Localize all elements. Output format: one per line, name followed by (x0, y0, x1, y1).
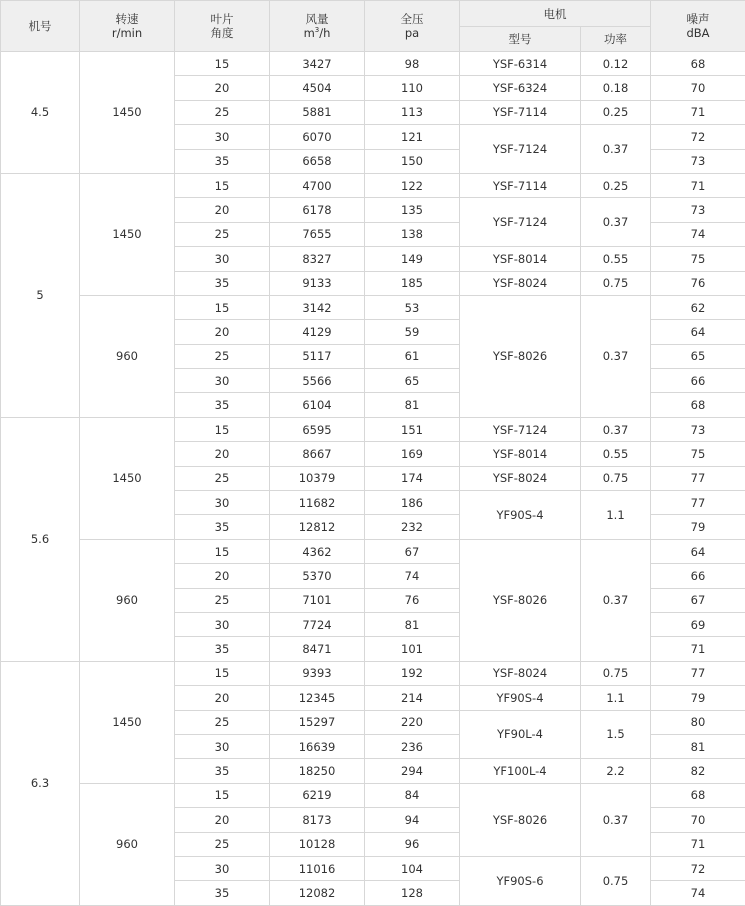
noise-cell: 80 (651, 710, 745, 734)
noise-cell: 77 (651, 491, 745, 515)
total-pressure-cell: 104 (365, 856, 460, 880)
speed-cell: 960 (80, 783, 175, 905)
blade-angle-cell: 20 (175, 808, 270, 832)
blade-angle-cell: 30 (175, 612, 270, 636)
total-pressure-cell: 150 (365, 149, 460, 173)
airflow-cell: 6219 (270, 783, 365, 807)
blade-angle-cell: 25 (175, 222, 270, 246)
airflow-cell: 8667 (270, 442, 365, 466)
motor-power-cell: 1.1 (581, 491, 651, 540)
motor-power-cell: 0.55 (581, 442, 651, 466)
total-pressure-cell: 74 (365, 564, 460, 588)
motor-type-cell: YSF-7124 (460, 198, 581, 247)
noise-cell: 72 (651, 125, 745, 149)
motor-power-cell: 0.12 (581, 52, 651, 76)
motor-type-cell: YSF-7124 (460, 417, 581, 441)
header-noise: 噪声 dBA (651, 1, 745, 52)
noise-cell: 76 (651, 271, 745, 295)
motor-power-cell: 0.37 (581, 295, 651, 417)
motor-type-cell: YSF-7124 (460, 125, 581, 174)
noise-cell: 67 (651, 588, 745, 612)
motor-power-cell: 0.18 (581, 76, 651, 100)
motor-power-cell: 1.5 (581, 710, 651, 759)
blade-angle-cell: 25 (175, 710, 270, 734)
total-pressure-cell: 192 (365, 661, 460, 685)
noise-cell: 82 (651, 759, 745, 783)
airflow-cell: 6178 (270, 198, 365, 222)
airflow-cell: 6070 (270, 125, 365, 149)
total-pressure-cell: 169 (365, 442, 460, 466)
noise-cell: 64 (651, 320, 745, 344)
noise-cell: 72 (651, 856, 745, 880)
motor-power-cell: 0.75 (581, 856, 651, 905)
motor-power-cell: 1.1 (581, 686, 651, 710)
noise-cell: 66 (651, 369, 745, 393)
table-row (1, 52, 745, 76)
total-pressure-cell: 84 (365, 783, 460, 807)
airflow-cell: 18250 (270, 759, 365, 783)
motor-power-cell: 2.2 (581, 759, 651, 783)
motor-type-cell: YF90S-4 (460, 686, 581, 710)
total-pressure-cell: 236 (365, 734, 460, 758)
noise-cell: 79 (651, 515, 745, 539)
header-blade-angle: 叶片 角度 (175, 1, 270, 52)
airflow-cell: 9133 (270, 271, 365, 295)
header-motor-type: 型号 (460, 27, 581, 52)
airflow-cell: 7724 (270, 612, 365, 636)
motor-power-cell: 0.37 (581, 198, 651, 247)
blade-angle-cell: 15 (175, 52, 270, 76)
total-pressure-cell: 61 (365, 344, 460, 368)
noise-cell: 74 (651, 881, 745, 905)
noise-cell: 68 (651, 783, 745, 807)
total-pressure-cell: 101 (365, 637, 460, 661)
airflow-cell: 4362 (270, 539, 365, 563)
blade-angle-cell: 25 (175, 588, 270, 612)
motor-type-cell: YSF-8014 (460, 247, 581, 271)
table-row (1, 173, 745, 197)
table-header (1, 1, 745, 52)
noise-cell: 74 (651, 222, 745, 246)
airflow-cell: 6104 (270, 393, 365, 417)
speed-cell: 1450 (80, 173, 175, 295)
motor-power-cell: 0.37 (581, 783, 651, 856)
total-pressure-cell: 98 (365, 52, 460, 76)
motor-type-cell: YSF-7114 (460, 173, 581, 197)
table-row (1, 783, 745, 807)
blade-angle-cell: 25 (175, 832, 270, 856)
table-row (1, 417, 745, 441)
airflow-cell: 12345 (270, 686, 365, 710)
noise-cell: 70 (651, 808, 745, 832)
noise-cell: 75 (651, 442, 745, 466)
blade-angle-cell: 15 (175, 417, 270, 441)
motor-type-cell: YF90S-4 (460, 491, 581, 540)
airflow-cell: 4129 (270, 320, 365, 344)
motor-power-cell: 0.37 (581, 417, 651, 441)
airflow-cell: 8327 (270, 247, 365, 271)
airflow-cell: 5117 (270, 344, 365, 368)
blade-angle-cell: 25 (175, 344, 270, 368)
blade-angle-cell: 20 (175, 198, 270, 222)
speed-cell: 1450 (80, 661, 175, 783)
blade-angle-cell: 20 (175, 686, 270, 710)
blade-angle-cell: 35 (175, 149, 270, 173)
noise-cell: 64 (651, 539, 745, 563)
total-pressure-cell: 96 (365, 832, 460, 856)
blade-angle-cell: 35 (175, 515, 270, 539)
airflow-cell: 10379 (270, 466, 365, 490)
airflow-cell: 12082 (270, 881, 365, 905)
speed-cell: 960 (80, 539, 175, 661)
header-model: 机号 (1, 1, 80, 52)
header-motor: 电机 (460, 1, 651, 27)
total-pressure-cell: 122 (365, 173, 460, 197)
noise-cell: 70 (651, 76, 745, 100)
motor-type-cell: YSF-8026 (460, 783, 581, 856)
airflow-cell: 3142 (270, 295, 365, 319)
motor-type-cell: YF100L-4 (460, 759, 581, 783)
noise-cell: 68 (651, 393, 745, 417)
total-pressure-cell: 138 (365, 222, 460, 246)
blade-angle-cell: 35 (175, 637, 270, 661)
total-pressure-cell: 53 (365, 295, 460, 319)
total-pressure-cell: 113 (365, 100, 460, 124)
total-pressure-cell: 174 (365, 466, 460, 490)
blade-angle-cell: 20 (175, 442, 270, 466)
total-pressure-cell: 214 (365, 686, 460, 710)
blade-angle-cell: 30 (175, 125, 270, 149)
motor-type-cell: YSF-8024 (460, 661, 581, 685)
header-pressure: 全压 pa (365, 1, 460, 52)
motor-power-cell: 0.75 (581, 661, 651, 685)
airflow-cell: 8173 (270, 808, 365, 832)
airflow-cell: 5566 (270, 369, 365, 393)
total-pressure-cell: 135 (365, 198, 460, 222)
blade-angle-cell: 35 (175, 271, 270, 295)
total-pressure-cell: 294 (365, 759, 460, 783)
airflow-cell: 16639 (270, 734, 365, 758)
airflow-cell: 15297 (270, 710, 365, 734)
airflow-cell: 10128 (270, 832, 365, 856)
motor-power-cell: 0.37 (581, 125, 651, 174)
noise-cell: 75 (651, 247, 745, 271)
blade-angle-cell: 30 (175, 734, 270, 758)
table-row (1, 539, 745, 563)
blade-angle-cell: 15 (175, 661, 270, 685)
blade-angle-cell: 35 (175, 759, 270, 783)
airflow-cell: 8471 (270, 637, 365, 661)
blade-angle-cell: 20 (175, 320, 270, 344)
model-number-cell: 5.6 (1, 417, 80, 661)
motor-type-cell: YSF-8024 (460, 271, 581, 295)
airflow-cell: 12812 (270, 515, 365, 539)
noise-cell: 79 (651, 686, 745, 710)
airflow-cell: 6658 (270, 149, 365, 173)
blade-angle-cell: 25 (175, 100, 270, 124)
header-airflow: 风量 $m^3/h$ (270, 1, 365, 52)
model-number-cell: 5 (1, 173, 80, 417)
total-pressure-cell: 110 (365, 76, 460, 100)
airflow-cell: 4700 (270, 173, 365, 197)
total-pressure-cell: 76 (365, 588, 460, 612)
blade-angle-cell: 30 (175, 491, 270, 515)
airflow-cell: 3427 (270, 52, 365, 76)
speed-cell: 1450 (80, 417, 175, 539)
table-row (1, 295, 745, 319)
blade-angle-cell: 25 (175, 466, 270, 490)
noise-cell: 69 (651, 612, 745, 636)
noise-cell: 68 (651, 52, 745, 76)
noise-cell: 71 (651, 173, 745, 197)
airflow-cell: 5370 (270, 564, 365, 588)
motor-type-cell: YSF-8024 (460, 466, 581, 490)
motor-power-cell: 0.37 (581, 539, 651, 661)
blade-angle-cell: 15 (175, 173, 270, 197)
motor-power-cell: 0.25 (581, 100, 651, 124)
model-number-cell: 6.3 (1, 661, 80, 905)
airflow-cell: 11016 (270, 856, 365, 880)
airflow-cell: 7101 (270, 588, 365, 612)
motor-type-cell: YF90S-6 (460, 856, 581, 905)
noise-cell: 81 (651, 734, 745, 758)
airflow-cell: 6595 (270, 417, 365, 441)
table-row (1, 661, 745, 685)
blade-angle-cell: 35 (175, 393, 270, 417)
model-number-cell: 4.5 (1, 52, 80, 174)
noise-cell: 65 (651, 344, 745, 368)
total-pressure-cell: 128 (365, 881, 460, 905)
motor-power-cell: 0.25 (581, 173, 651, 197)
total-pressure-cell: 81 (365, 612, 460, 636)
motor-type-cell: YSF-6324 (460, 76, 581, 100)
blade-angle-cell: 15 (175, 295, 270, 319)
motor-type-cell: YSF-7114 (460, 100, 581, 124)
speed-cell: 960 (80, 295, 175, 417)
motor-power-cell: 0.75 (581, 466, 651, 490)
speed-cell: 1450 (80, 52, 175, 174)
noise-cell: 73 (651, 417, 745, 441)
total-pressure-cell: 185 (365, 271, 460, 295)
total-pressure-cell: 220 (365, 710, 460, 734)
motor-type-cell: YSF-8014 (460, 442, 581, 466)
motor-power-cell: 0.75 (581, 271, 651, 295)
airflow-cell: 9393 (270, 661, 365, 685)
airflow-cell: 7655 (270, 222, 365, 246)
total-pressure-cell: 232 (365, 515, 460, 539)
motor-type-cell: YF90L-4 (460, 710, 581, 759)
motor-type-cell: YSF-6314 (460, 52, 581, 76)
noise-cell: 73 (651, 198, 745, 222)
noise-cell: 71 (651, 100, 745, 124)
blade-angle-cell: 15 (175, 539, 270, 563)
header-speed: 转速 r/min (80, 1, 175, 52)
noise-cell: 77 (651, 466, 745, 490)
noise-cell: 66 (651, 564, 745, 588)
blade-angle-cell: 20 (175, 564, 270, 588)
blade-angle-cell: 35 (175, 881, 270, 905)
blade-angle-cell: 30 (175, 856, 270, 880)
table-body (1, 52, 745, 906)
noise-cell: 77 (651, 661, 745, 685)
noise-cell: 73 (651, 149, 745, 173)
total-pressure-cell: 65 (365, 369, 460, 393)
total-pressure-cell: 67 (365, 539, 460, 563)
total-pressure-cell: 186 (365, 491, 460, 515)
total-pressure-cell: 149 (365, 247, 460, 271)
total-pressure-cell: 121 (365, 125, 460, 149)
header-motor-power: 功率 (581, 27, 651, 52)
motor-type-cell: YSF-8026 (460, 295, 581, 417)
total-pressure-cell: 81 (365, 393, 460, 417)
motor-type-cell: YSF-8026 (460, 539, 581, 661)
noise-cell: 71 (651, 832, 745, 856)
airflow-cell: 5881 (270, 100, 365, 124)
airflow-cell: 4504 (270, 76, 365, 100)
blade-angle-cell: 30 (175, 369, 270, 393)
blade-angle-cell: 15 (175, 783, 270, 807)
total-pressure-cell: 59 (365, 320, 460, 344)
airflow-cell: 11682 (270, 491, 365, 515)
blade-angle-cell: 20 (175, 76, 270, 100)
noise-cell: 62 (651, 295, 745, 319)
total-pressure-cell: 94 (365, 808, 460, 832)
noise-cell: 71 (651, 637, 745, 661)
motor-power-cell: 0.55 (581, 247, 651, 271)
total-pressure-cell: 151 (365, 417, 460, 441)
blade-angle-cell: 30 (175, 247, 270, 271)
